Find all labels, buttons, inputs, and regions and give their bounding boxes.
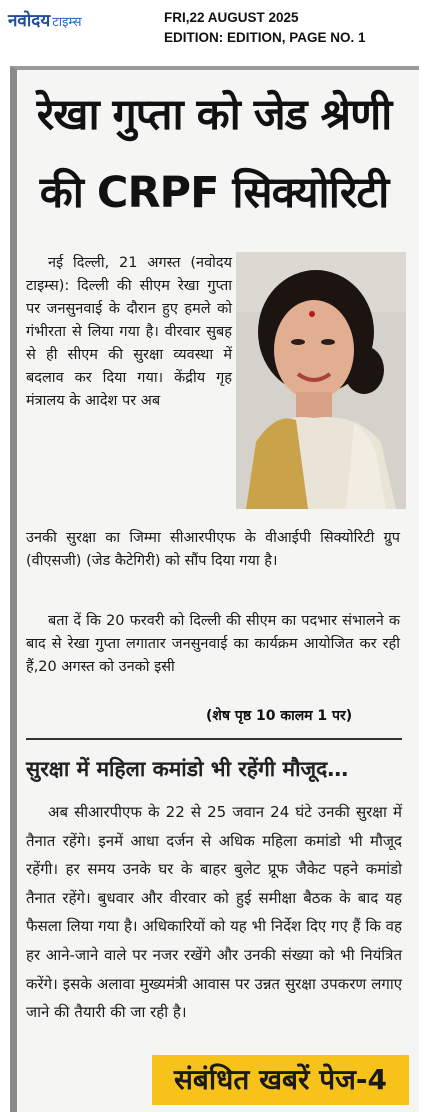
article-column-full (26, 527, 400, 573)
article-column-left (26, 252, 232, 413)
article-paragraph-2: बता दें कि 20 फरवरी को दिल्ली की सीएम का पदभार संभालने क बाद से रेखा गुप्ता लगातार जनसुनवाई का कार्यक्रम आयोजित कर रही हैं,20 अगस्त को उनको इसी (26, 613, 400, 675)
headline-line-1: रेखा गुप्ता को जेड श्रेणी (36, 90, 392, 140)
masthead (0, 0, 443, 60)
portrait-photo (236, 252, 406, 509)
subheadline: सुरक्षा में महिला कमांडो भी रहेंगी मौजूद… (26, 757, 349, 781)
article-paragraph-1: नई दिल्ली, 21 अगस्त (नवोदय टाइम्स): दिल्ली की सीएम रेखा गुप्ता पर जनसुनवाई के दौरान हुए हमले को गंभीरता से लिया गया है। वीरवार सुबह से ही सीएम की सुरक्षा व्यवस्था में बदलाव कर दिया गया। केंद्रीय गृह मंत्रालय के आदेश पर अब (26, 255, 232, 409)
article-column-full-2 (26, 610, 400, 679)
edition-info (164, 8, 366, 48)
headline-line-2: की CRPF सिक्योरिटी (39, 168, 389, 218)
portrait-image (236, 252, 406, 509)
logo-sub: टाइम्स (52, 15, 82, 30)
sub-article-body (26, 798, 402, 1027)
article-headline (18, 76, 410, 232)
related-news-banner[interactable]: संबंधित खबरें पेज-4 (152, 1055, 409, 1105)
date-line: FRI,22 AUGUST 2025 (164, 10, 299, 25)
edition-line: EDITION: EDITION, PAGE NO. 1 (164, 30, 366, 45)
article-paragraph-1-cont: उनकी सुरक्षा का जिम्मा सीआरपीएफ के वीआईपी सिक्योरिटी ग्रुप (वीएसजी) (जेड कैटेगिरी) को सौंप दिया गया है। (26, 530, 400, 569)
sub-article-paragraph: अब सीआरपीएफ के 22 से 25 जवान 24 घंटे उनकी सुरक्षा में तैनात रहेंगे। इनमें आधा दर्जन से अधिक महिला कमांडो भी मौजूद रहेंगी। हर समय उनके घर के बाहर बुलेट प्रूफ जैकेट पहने कमांडो तैनात रहेंगे। बुधवार और वीरवार को हुई समीक्षा बैठक के बाद यह फैसला लिया गया है। अधिकारियों को यह भी निर्देश दिए गए हैं कि वह हर आने-जाने वाले पर नजर रखेंगे और उनकी संख्या को भी नियंत्रित करेंगे। इसके अलावा मुख्यमंत्री आवास पर उन्नत सुरक्षा उपकरण लगाए जाने की तैयारी की जा रही है। (26, 803, 402, 1022)
newspaper-logo[interactable] (8, 8, 82, 31)
section-divider (26, 738, 402, 740)
continued-note: (शेष पृष्ठ 10 कालम 1 पर) (206, 708, 353, 724)
logo-main: नवोदय (8, 11, 51, 31)
